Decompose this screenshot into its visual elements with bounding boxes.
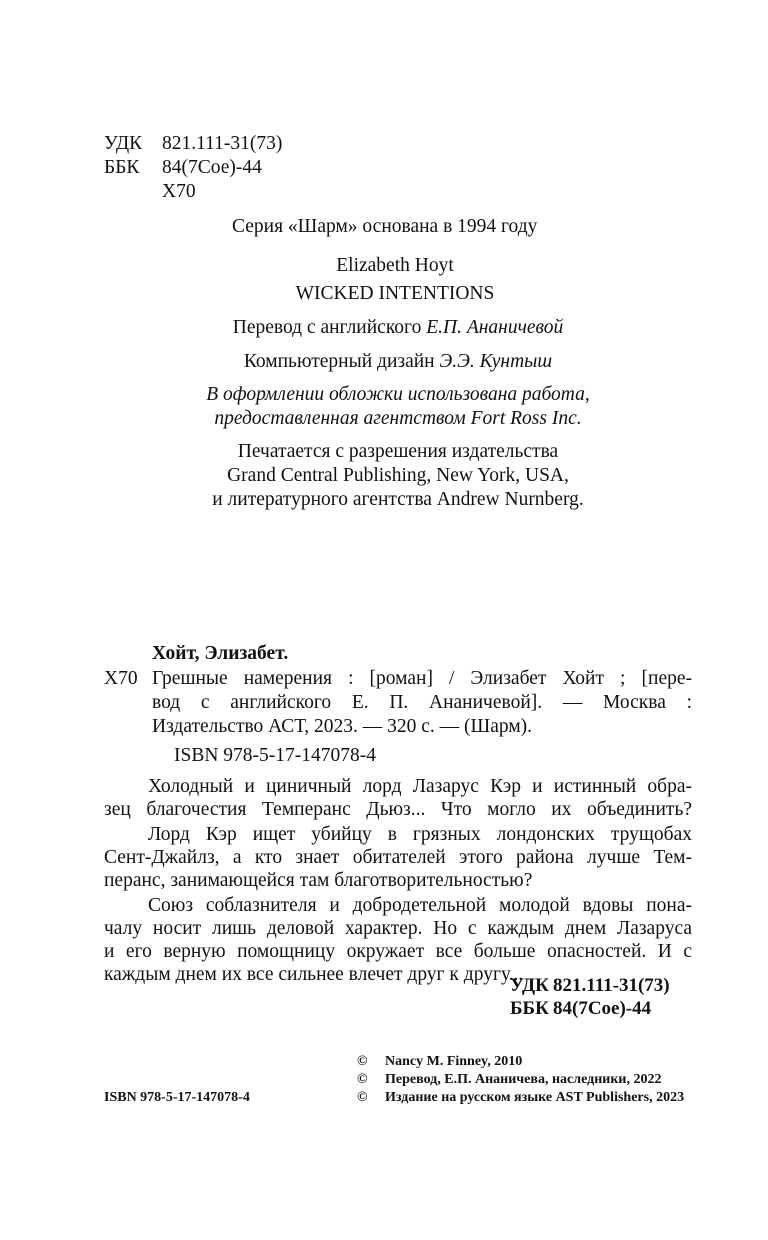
annotation-p1-line-1: Холодный и циничный лорд Лазарус Кэр и истинный обра- [148, 776, 692, 797]
series-line: Серия «Шарм» основана в 1994 году [232, 216, 538, 237]
permission-line-1: Печатается с разрешения издательства [237, 441, 559, 462]
bib-author-mark: Х70 [104, 668, 138, 689]
annotation-p3-line-1: Союз соблазнителя и добродетельной молодой вдовы пона- [148, 895, 692, 916]
top-author-mark: Х70 [162, 181, 196, 202]
top-udk-row [104, 132, 282, 156]
permission-line-2: Grand Central Publishing, New York, USA, [227, 465, 569, 486]
bbk-value: 84(7Сое)-44 [162, 157, 262, 178]
copyright-symbol: © [357, 1090, 368, 1105]
top-bbk-row [104, 156, 262, 180]
original-author: Elizabeth Hoyt [336, 255, 454, 276]
bbk-label: ББК [104, 157, 140, 178]
permission-line-3: и литературного агентства Andrew Nurnberg. [212, 489, 584, 510]
copyright-symbol: © [357, 1072, 368, 1087]
bib-heading: Хойт, Элизабет. [152, 643, 289, 664]
translation-credit [0, 316, 768, 340]
bottom-bbk-label: ББК [510, 998, 549, 1019]
copyright-line-1 [357, 1053, 522, 1071]
annotation-p2-line-1: Лорд Кэр ищет убийцу в грязных лондонских трущобах [148, 824, 692, 845]
bib-line-3: Издательство АСТ, 2023. — 320 с. — (Шарм). [152, 716, 533, 737]
annotation-p3-line-2: чалу носит лишь деловой характер. Но с каждым днем Лазаруса [104, 918, 692, 939]
designer-name: Э.Э. Кунтыш [439, 351, 553, 372]
bib-line-2: вод с английского Е. П. Ананичевой]. — Москва : [152, 692, 692, 713]
copyright-symbol: © [357, 1054, 368, 1069]
annotation-p2-line-2: Сент-Джайлз, а кто знает обитателей этого района лучше Тем- [104, 847, 692, 868]
design-credit [0, 350, 768, 374]
copyright-line-2 [357, 1071, 661, 1089]
bottom-bbk-row [510, 997, 651, 1020]
annotation-p3-line-4: каждым днем их все сильнее влечет друг к другу... [104, 964, 524, 985]
bib-line-1: Грешные намерения : [роман] / Элизабет Хойт ; [пере- [152, 668, 692, 689]
annotation-p3-line-3: и его верную помощницу окружает все больше опасностей. И с [104, 941, 692, 962]
cover-note-line-1: В оформлении обложки использована работа, [206, 384, 590, 405]
bottom-udk-value: 821.111-31(73) [553, 975, 670, 996]
bottom-udk-row [510, 974, 670, 997]
isbn-bottom: ISBN 978-5-17-147078-4 [104, 1090, 250, 1105]
udk-label: УДК [104, 133, 143, 154]
copyright-text: Перевод, Е.П. Ананичева, наследники, 2022 [385, 1072, 662, 1087]
design-prefix: Компьютерный дизайн [243, 351, 435, 372]
translation-prefix: Перевод с английского [232, 317, 422, 338]
copyright-text: Nancy M. Finney, 2010 [385, 1054, 523, 1069]
annotation-p1-line-2: зец благочестия Темперанс Дьюз... Что могло их объединить? [104, 799, 692, 820]
bottom-udk-label: УДК [510, 975, 549, 996]
annotation-p2-line-3: перанс, занимающейся там благотворительностью? [104, 870, 533, 891]
copyright-text: Издание на русском языке AST Publishers, 2023 [385, 1090, 685, 1105]
translator-name: Е.П. Ананичевой [426, 317, 564, 338]
copyright-line-3 [357, 1089, 684, 1107]
udk-value: 821.111-31(73) [162, 133, 283, 154]
cover-note-line-2: предоставленная агентством Fort Ross Inc. [214, 408, 582, 429]
bottom-bbk-value: 84(7Сое)-44 [553, 998, 652, 1019]
original-title: WICKED INTENTIONS [295, 283, 495, 304]
bib-isbn: ISBN 978-5-17-147078-4 [174, 745, 377, 766]
